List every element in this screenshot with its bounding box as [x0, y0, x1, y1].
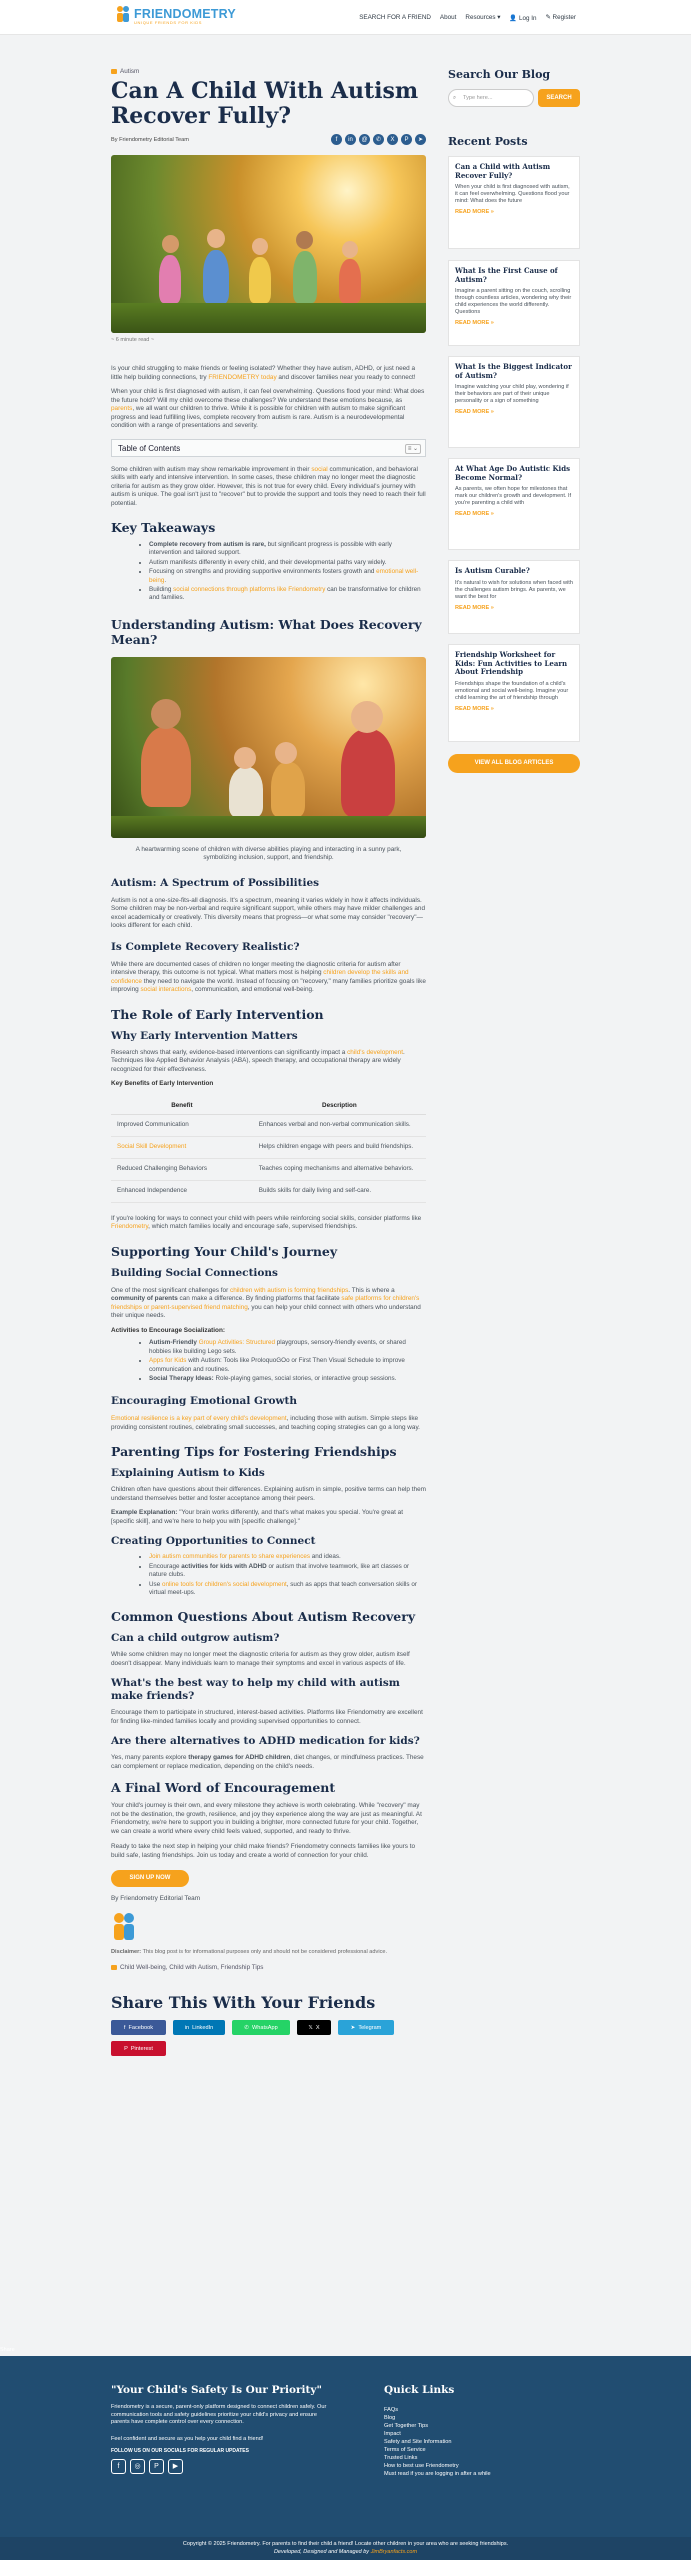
linkedin-icon: in [184, 2024, 190, 2031]
recent-post-card[interactable]: What Is the Biggest Indicator of Autism? Imagine watching your child play, wondering if their behaviors are part of their unique personality or a sign of something READ MORE » [448, 356, 580, 448]
read-more-link[interactable]: READ MORE » [455, 705, 494, 712]
social-skill-link[interactable]: Social Skill Development [111, 1136, 253, 1158]
realistic-paragraph: While there are documented cases of children no longer meeting the diagnostic criteria for autism after intensive therapy, this outcome is not typical. What matters most is helping children develop the skills and confidence they need to navigate the world. Instead of focusing on "recovery," many families prioritize goals like improving social interactions, communication, and emotional well-being. [111, 960, 426, 994]
footer-link[interactable]: How to best use Friendometry [384, 2463, 459, 2469]
nav-about[interactable]: About [439, 14, 457, 21]
heading-q3: Are there alternatives to ADHD medication for kids? [111, 1735, 420, 1748]
heading-explaining: Explaining Autism to Kids [111, 1467, 265, 1480]
hero-photo-children-playing [111, 155, 426, 333]
table-of-contents[interactable] [111, 439, 426, 457]
search-button[interactable]: SEARCH [538, 89, 580, 107]
read-time: ~ 6 minute read ~ [111, 337, 155, 343]
list-item: • Building social connections through platforms like Friendometry can be transformative for children and families. [149, 586, 426, 603]
footer-link[interactable]: Impact [384, 2431, 401, 2437]
site-header [0, 0, 691, 35]
heading-parenting-tips: Parenting Tips for Fostering Friendships [111, 1444, 397, 1460]
list-item: • Social Therapy Ideas: Role-playing games, social stories, or interactive group sessions. [149, 1375, 426, 1383]
recent-post-card[interactable]: Friendship Worksheet for Kids: Fun Activities to Learn About Friendship Friendships shape the foundation of a child's emotional and social well-being. Imagine your child learning the art of friendship through READ MORE » [448, 644, 580, 742]
social-interactions-link[interactable]: social interactions [140, 986, 192, 994]
whatsapp-icon: ✆ [244, 2024, 249, 2031]
list-item: • Encourage activities for kids with ADHD or autism that involve teamwork, like art classes or nature clubs. [149, 1563, 426, 1580]
heading-supporting: Supporting Your Child's Journey [111, 1243, 338, 1259]
recent-post-card[interactable]: What Is the First Cause of Autism? Imagine a parent sitting on the couch, scrolling through countless articles, wondering why their child experiences the world differently. Questions READ MORE » [448, 260, 580, 346]
share-buttons [111, 2020, 426, 2060]
author-line: By Friendometry Editorial Team [111, 1895, 201, 1903]
instagram-icon[interactable]: ◎ [130, 2459, 145, 2474]
read-more-link[interactable]: READ MORE » [455, 511, 494, 517]
recent-post-card[interactable]: Can a Child with Autism Recover Fully? When your child is first diagnosed with autism, it can feel overwhelming. Questions flood your mind: What does the future READ MORE » [448, 156, 580, 249]
logo-tagline: UNIQUE FRIENDS FOR KIDS [134, 20, 203, 25]
heading-creating-opportunities: Creating Opportunities to Connect [111, 1535, 316, 1548]
recent-posts-title: Recent Posts [448, 135, 528, 148]
article-category[interactable] [111, 68, 426, 75]
telegram-icon: ➤ [350, 2024, 356, 2031]
nav-search-friend[interactable]: SEARCH FOR A FRIEND [359, 14, 431, 21]
footer-socials [111, 2459, 183, 2474]
toc-label: Table of Contents [118, 443, 181, 453]
nav-login[interactable] [509, 14, 536, 22]
spectrum-paragraph: Autism is not a one-size-fits-all diagnosis. It's a spectrum, meaning it varies widely in how it affects individuals. Some children may be non-verbal and require significant support, while others may have milder challenges and excel academically or creatively. This diversity means that progress—or what some may consider "recovery"—looks different for each child. [111, 896, 426, 930]
share-whatsapp-button[interactable]: ✆ WhatsApp [232, 2020, 290, 2035]
cta-paragraph: Ready to take the next step in helping your child make friends? Friendometry connects families like yours to build safe, lasting friendships. Join us today and create a world of connection for your child. [111, 1843, 416, 1859]
activities-list [149, 1339, 426, 1383]
heading-understanding-autism: Understanding Autism: What Does Recovery Mean? [111, 616, 422, 647]
register-icon: ✎ [545, 14, 551, 21]
list-item: • Complete recovery from autism is rare, but significant progress is possible with early intervention and tailored support. [149, 541, 426, 558]
list-item: • Autism-Friendly Group Activities: Structured playgroups, sensory-friendly events, or shared hobbies like building Lego sets. [149, 1339, 426, 1356]
copyright-text: Copyright © 2025 Friendometry. For parents to find their child a friend! Locate other children in your area who are seeking friendships. [182, 2541, 509, 2547]
table-caption: Key Benefits of Early Intervention [111, 1080, 214, 1088]
table-row: Improved Communication Enhances verbal and non-verbal communication skills. [111, 1114, 426, 1136]
facebook-icon: f [123, 2024, 126, 2031]
footer-about-2: Feel confident and secure as you help your child find a friend! [111, 2436, 264, 2442]
parents-link[interactable]: parents [111, 405, 133, 412]
footer-copyright-bar [0, 2537, 691, 2560]
folder-icon [111, 69, 117, 74]
group-activities-link[interactable]: Group Activities: Structured [198, 1339, 275, 1347]
read-more-link[interactable]: READ MORE » [455, 320, 494, 326]
safe-platforms-link[interactable]: safe platforms for children's friendships or parent-supervised friend matching [111, 1295, 420, 1311]
category-label: Autism [120, 68, 140, 75]
developer-link[interactable]: JimBryanfacts.com [370, 2548, 418, 2555]
x-icon: 𝕏 [308, 2024, 313, 2031]
floating-share-bar [0, 2344, 18, 2356]
col-description: Description [253, 1097, 426, 1115]
intro-paragraph-1: Is your child struggling to make friends or feeling isolated? Whether they have autism, ADHD, or just need a little help building connections, try FRIENDOMETRY today and discover families near you ready to connect! [111, 365, 416, 381]
heading-recovery-realistic: Is Complete Recovery Realistic? [111, 940, 300, 953]
share-title: Share This With Your Friends [111, 1993, 376, 2013]
nav-resources[interactable]: Resources ▾ [465, 14, 501, 21]
footer-link[interactable]: Safety and Site Information [384, 2439, 452, 2445]
example-paragraph: Example Explanation: "Your brain works differently, and that's what makes you special. You're great at [specific skill], and we're here to help you with [specific challenge]." [111, 1509, 403, 1525]
list-item: • Use online tools for children's social development, such as apps that teach conversation skills or virtual meet-ups. [149, 1581, 426, 1598]
logo-main: FRIEND [134, 7, 182, 21]
heading-spectrum: Autism: A Spectrum of Possibilities [111, 876, 320, 889]
blog-search [448, 89, 580, 107]
pinterest-icon[interactable]: P [401, 134, 412, 145]
floating-share-label: Share [0, 2347, 15, 2353]
credit-line: Developed, Designed and Managed by JimBryanfacts.com [273, 2548, 418, 2555]
facebook-icon[interactable]: f [331, 134, 342, 145]
share-facebook-button[interactable]: f Facebook [111, 2020, 166, 2035]
table-row: Enhanced Independence Builds skills for daily living and self-care. [111, 1180, 426, 1202]
footer-link[interactable]: Must read if you are logging in after a while [384, 2471, 491, 2477]
footer-follow: FOLLOW US ON OUR SOCIALS FOR REGULAR UPDATES [111, 2448, 249, 2454]
search-input[interactable] [448, 89, 534, 107]
footer-link[interactable]: FAQs [384, 2407, 398, 2413]
share-telegram-button[interactable]: ➤ Telegram [338, 2020, 394, 2035]
article-byline [111, 137, 426, 149]
pinterest-icon[interactable]: P [149, 2459, 164, 2474]
footer-link[interactable]: Get Together Tips [384, 2423, 429, 2429]
footer-link[interactable]: Terms of Service [384, 2447, 426, 2453]
post-tags [111, 1964, 426, 1971]
q1-answer: While some children may no longer meet the diagnostic criteria for autism as they grow older, autism itself doesn't disappear. Many individuals learn to manage their symptoms and excel in various aspects of life. [111, 1651, 410, 1667]
activities-label: Activities to Encourage Socialization: [111, 1326, 225, 1334]
share-pinterest-button[interactable]: P Pinterest [111, 2041, 166, 2056]
sidebar-search-title: Search Our Blog [448, 68, 551, 81]
skills-confidence-link[interactable]: children develop the skills and confidence [111, 969, 409, 985]
byline-text: By Friendometry Editorial Team [111, 137, 189, 143]
autism-communities-link[interactable]: Join autism communities for parents to share experiences [149, 1553, 310, 1561]
user-icon: 👤 [509, 15, 518, 22]
list-item: • Join autism communities for parents to share experiences and ideas. [149, 1553, 426, 1561]
heading-q1: Can a child outgrow autism? [111, 1632, 280, 1645]
final-paragraph: Your child's journey is their own, and every milestone they achieve is worth celebrating. While "recovery" may not be the destination, the growth, resilience, and joy they experience along the way are just as meaningful. At Friendometry, we're here to support you in building a brighter, more connected future for your child. Together, we can create a world where every child feels valued, supported, and ready to thrive. [111, 1802, 422, 1835]
linkedin-icon[interactable]: in [345, 134, 356, 145]
tags-label[interactable]: Child Well-being, Child with Autism, Friendship Tips [120, 1964, 264, 1972]
logo-accent: OMETRY [181, 7, 236, 21]
pinterest-icon: P [124, 2045, 128, 2052]
friendometry-link-2[interactable]: Friendometry [111, 1223, 149, 1231]
footer-link[interactable]: Trusted Links [384, 2455, 418, 2461]
nav-register[interactable] [546, 14, 576, 22]
explaining-paragraph: Children often have questions about their differences. Explaining autism in simple, positive terms can help them understand themselves better and foster acceptance among their peers. [111, 1486, 426, 1502]
heading-key-takeaways: Key Takeaways [111, 520, 216, 535]
apps-for-kids-link[interactable]: Apps for Kids [149, 1357, 187, 1365]
sidebar [448, 68, 580, 796]
social-connections-link[interactable]: social connections through platforms like Friendometry [173, 586, 326, 594]
whatsapp-icon[interactable]: ✆ [373, 134, 384, 145]
share-x-button[interactable]: 𝕏 X [297, 2020, 331, 2035]
heading-final-word: A Final Word of Encouragement [111, 1780, 336, 1796]
quick-links-title: Quick Links [384, 2384, 455, 2396]
nav-register-label: Register [552, 14, 576, 21]
read-more-link[interactable]: READ MORE » [455, 209, 494, 215]
facebook-icon[interactable]: f [111, 2459, 126, 2474]
view-all-articles-button[interactable]: VIEW ALL BLOG ARTICLES [448, 754, 580, 773]
online-tools-link[interactable]: online tools for children's social development [161, 1580, 287, 1588]
site-footer [0, 2356, 691, 2537]
intro-paragraph-2: When your child is first diagnosed with autism, it can feel overwhelming. Questions flood your mind: What does the future hold? Will my child overcome these challenges? We understand these emotions because, as parents, we all want our children to thrive. While it is possible for children with autism to make significant progress and lead fulfilling lives, complete recovery from autism is rare. Autism is a neurodevelopmental condition with a range of presentations and severity. [111, 388, 425, 429]
why-paragraph: Research shows that early, evidence-based interventions can significantly impact a child's development. Techniques like Applied Behavior Analysis (ABA), speech therapy, and occupational therapy are widely recognized for their effectiveness. [111, 1048, 405, 1073]
list-item: • Apps for Kids with Autism: Tools like ProloquoGOo or First Then Visual Schedule to improve communication and routines. [149, 1357, 426, 1374]
recent-post-card[interactable]: Is Autism Curable? It's natural to wish for solutions when faced with the challenges autism brings. As parents, we want the best for READ MORE » [448, 560, 580, 634]
recent-post-card[interactable]: At What Age Do Autistic Kids Become Normal? As parents, we often hope for milestones that mark our children's growth and development. If you're parenting a child with READ MORE » [448, 458, 580, 550]
q2-answer: Encourage them to participate in structured, interest-based activities. Platforms like Friendometry are excellent for finding like-minded families locally and providing supervised opportunities to connect. [111, 1709, 423, 1725]
youtube-icon[interactable]: ▶ [168, 2459, 183, 2474]
search-icon: ⌕ [453, 95, 457, 101]
paragraph-3: Some children with autism may show remarkable improvement in their social communication, and behavioral skills with early and intensive intervention. In some cases, these children may no longer meet the diagnostic criteria for autism as they grow older. However, this is not true for every child. Every individual's journey with autism is unique. The goal isn't just to "recover" but to provide the support and tools they need to reach their full potential. [111, 465, 426, 507]
heading-emotional-growth: Encouraging Emotional Growth [111, 1395, 298, 1408]
disclaimer: Disclaimer: This blog post is for informational purposes only and should not be considered professional advice. [111, 1948, 388, 1955]
telegram-icon[interactable]: ➤ [415, 134, 426, 145]
nav-login-label: Log In [519, 15, 537, 22]
takeaways-list [149, 541, 426, 603]
benefits-table [111, 1097, 426, 1203]
friendometry-link[interactable]: FRIENDOMETRY today [208, 373, 277, 381]
sign-up-now-button[interactable]: SIGN UP NOW [111, 1870, 189, 1887]
emotional-resilience-link[interactable]: Emotional resilience is a key part of every child's development [111, 1415, 287, 1423]
child-development-link[interactable]: child's development [347, 1048, 404, 1056]
logo-kids-icon [115, 5, 131, 23]
building-paragraph: One of the most significant challenges for children with autism is forming friendships. This is where a community of parents can make a difference. By finding platforms that facilitate safe platforms for children's friendships or parent-supervised friend matching, you can help your child connect with others who understand their unique needs. [111, 1286, 421, 1320]
heading-why-early: Why Early Intervention Matters [111, 1029, 298, 1042]
table-after-paragraph: If you're looking for ways to connect your child with peers while reinforcing social skills, consider platforms like Friendometry, which match families locally and encourage safe, supervised friendships. [111, 1214, 422, 1231]
list-item: • Focusing on strengths and providing supportive environments fosters growth and emotional well-being. [149, 568, 426, 585]
table-row: Social Skill Development Helps children engage with peers and build friendships. [111, 1136, 426, 1158]
emotional-paragraph: Emotional resilience is a key part of every child's development, including those with autism. Simple steps like providing consistent routines, celebrating small successes, and teaching coping strategies can go a long way. [111, 1415, 420, 1431]
photo-children-in-park [111, 657, 426, 838]
table-row: Reduced Challenging Behaviors Teaches coping mechanisms and alternative behaviors. [111, 1158, 426, 1180]
threads-icon[interactable]: @ [359, 134, 370, 145]
list-item: • Autism manifests differently in every child, and their developmental paths vary widely. [149, 559, 426, 567]
heading-building-connections: Building Social Connections [111, 1266, 278, 1279]
heading-early-intervention: The Role of Early Intervention [111, 1006, 324, 1022]
toc-toggle-button[interactable]: ≡ ⌄ [405, 444, 421, 454]
heading-q2: What's the best way to help my child with autism make friends? [111, 1677, 400, 1703]
footer-about: Friendometry is a secure, parent-only platform designed to connect children safely. Our communication tools and safety guidelines prioritize your child's privacy and ensure parents have complete control over every connection. [111, 2404, 327, 2425]
quick-links-list [384, 2406, 491, 2478]
site-logo[interactable] [115, 5, 236, 23]
social-link[interactable]: social [311, 465, 328, 473]
footer-link[interactable]: Blog [384, 2415, 396, 2421]
x-icon[interactable]: X [387, 134, 398, 145]
creating-list [149, 1553, 426, 1597]
q3-answer: Yes, many parents explore therapy games for ADHD children, diet changes, or mindfulness practices. These can complement or replace medication, depending on the child's needs. [111, 1754, 424, 1770]
share-linkedin-button[interactable]: in LinkedIn [173, 2020, 225, 2035]
emotional-wellbeing-link[interactable]: emotional well-being [149, 568, 419, 584]
article [111, 68, 426, 2060]
main-nav [359, 14, 576, 22]
table-header-row [111, 1097, 426, 1115]
photo-caption: A heartwarming scene of children with diverse abilities playing and interacting in a sunny park, symbolizing inclusion, support, and friendship. [135, 845, 402, 862]
read-more-link[interactable]: READ MORE » [455, 604, 494, 611]
article-title: Can A Child With Autism Recover Fully? [111, 78, 419, 129]
author-avatar [111, 1912, 137, 1942]
tag-icon [111, 1965, 117, 1970]
search-placeholder: Type here... [463, 95, 493, 101]
friendships-link[interactable]: children with autism is forming friendships [230, 1286, 349, 1294]
footer-quote: "Your Child's Safety Is Our Priority" [111, 2384, 322, 2396]
read-more-link[interactable]: READ MORE » [455, 409, 494, 415]
heading-common-questions: Common Questions About Autism Recovery [111, 1609, 416, 1625]
col-benefit: Benefit [111, 1097, 253, 1115]
top-share-icons [331, 134, 426, 145]
